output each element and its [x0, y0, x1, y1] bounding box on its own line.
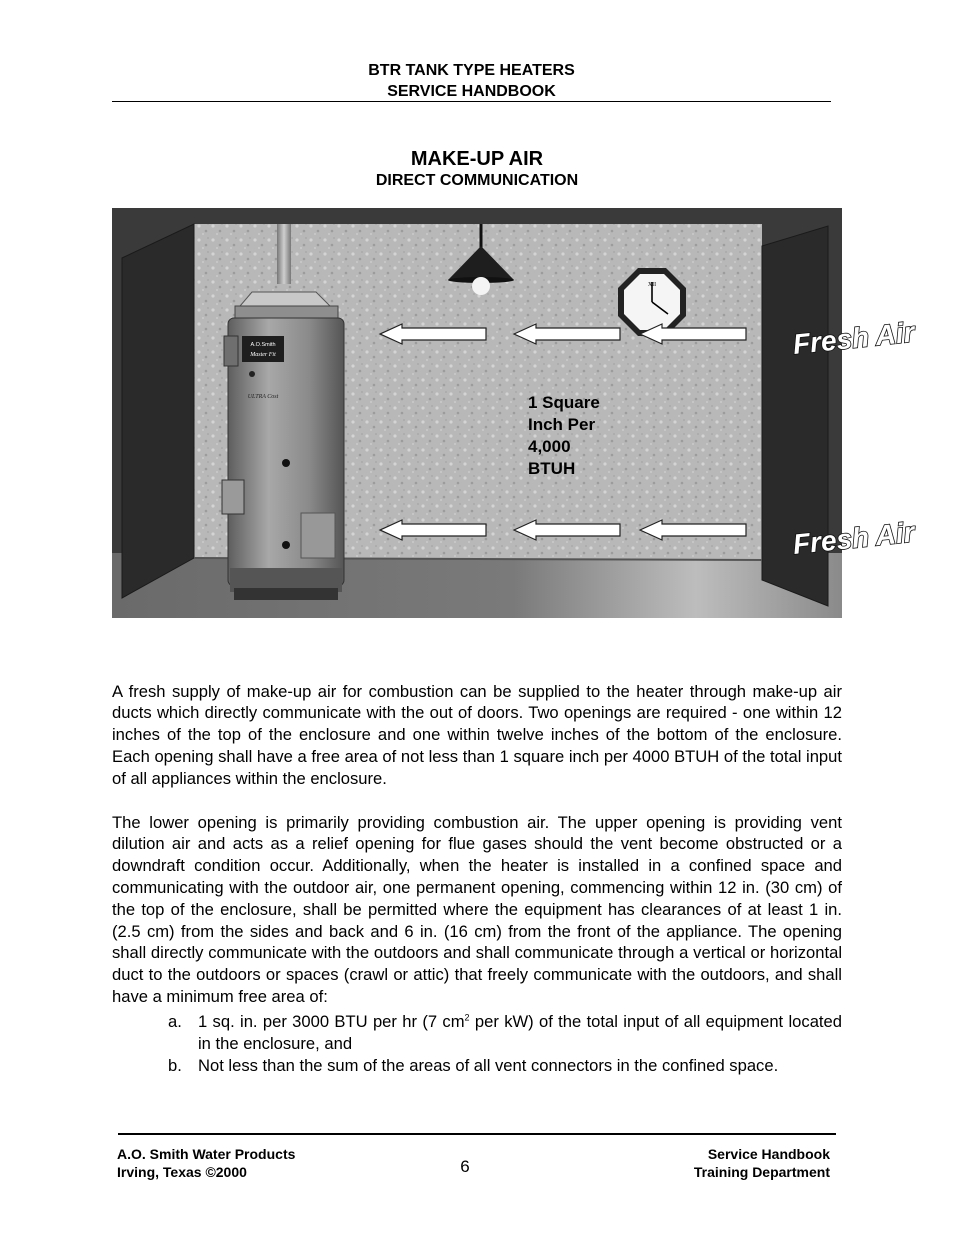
water-heater-icon: [222, 292, 344, 600]
footer-company: A.O. Smith Water Products: [117, 1146, 296, 1162]
area-label-line: BTUH: [528, 459, 576, 478]
svg-text:A.O.Smith: A.O.Smith: [250, 342, 276, 348]
svg-text:ULTRA Cost: ULTRA Cost: [247, 394, 279, 400]
requirements-list: [168, 1011, 842, 1076]
page-number: 6: [460, 1157, 470, 1176]
footer-rule: [118, 1133, 836, 1135]
area-label-line: 4,000: [528, 437, 571, 456]
svg-text:XII: XII: [647, 282, 657, 288]
fresh-air-lower-label: Fresh Air: [791, 516, 916, 560]
paragraph-1: A fresh supply of make-up air for combustion can be supplied to the heater through make-up air ducts which directly communicate with the out of doors. Two openings are required - one within 12 inches of the top of the enclosure and one within twelve inches of the bottom of the enclosure. Each opening shall have a free area of not less than 1 square inch per 4000 BTUH of the total input of all appliances within the enclosure.: [112, 681, 842, 788]
header-title: BTR TANK TYPE HEATERS: [368, 62, 575, 79]
page-subtitle: DIRECT COMMUNICATION: [375, 172, 579, 189]
svg-text:Master Fit: Master Fit: [250, 352, 276, 358]
footer-handbook: Service Handbook: [707, 1146, 830, 1162]
footer-department: Training Department: [693, 1164, 830, 1180]
list-item: a. 1 sq. in. per 3000 BTU per hr (7 $cm^2$ per kW) of the total input of all equipment located in the enclosure, and: [168, 1012, 842, 1053]
header-rule: [112, 101, 831, 102]
area-label-line: 1 Square: [528, 393, 600, 412]
page-title: MAKE-UP AIR: [410, 148, 544, 170]
clock-icon: [618, 268, 686, 336]
make-up-air-illustration: [112, 208, 916, 618]
header-subtitle: SERVICE HANDBOOK: [387, 83, 556, 100]
fresh-air-upper-label: Fresh Air: [791, 316, 916, 360]
footer-location: Irving, Texas ©2000: [117, 1164, 247, 1180]
paragraph-2: The lower opening is primarily providing combustion air. The upper opening is providing vent dilution air and acts as a relief opening for flue gases should the vent become obstructed or a downdraft condition occur. Additionally, when the heater is installed in a confined space and communicating with the outdoor air, one permanent opening, commencing within 12 in. (30 cm) of the top of the enclosure, shall be permitted where the equipment has clearances of at least 1 in. (2.5 cm) from the sides and back and 6 in. (16 cm) from the front of the appliance. The opening shall directly communicate with the outdoors and shall communicate through a vertical or horizontal duct to the outdoors or spaces (crawl or attic) that freely communicate with the outdoors, and shall have a minimum free area of:: [112, 812, 842, 1006]
area-label-line: Inch Per: [528, 415, 596, 434]
list-item: b. Not less than the sum of the areas of all vent connectors in the confined space.: [168, 1055, 779, 1075]
